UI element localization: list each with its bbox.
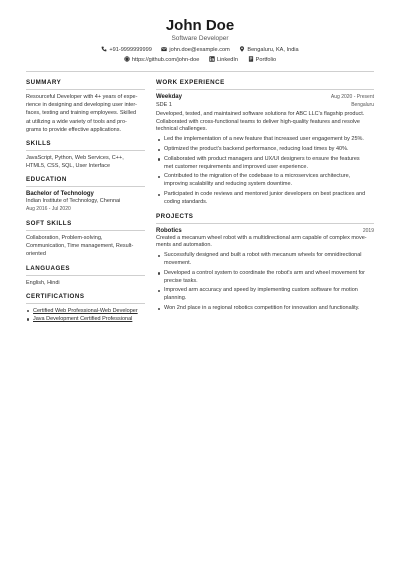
certifications-heading: CERTIFICATIONS [26, 291, 145, 304]
location-text: Bengaluru, KA, India [247, 47, 299, 53]
certifications-list [26, 307, 145, 324]
experience-entry [156, 93, 374, 207]
bullet-line: precise tasks. [164, 277, 198, 284]
portfolio-icon [248, 56, 254, 62]
bullet-line: Won 2nd place in a regional robotics competition for innovation and functionality. [164, 304, 360, 311]
experience-bullet [156, 146, 374, 154]
bullet-line: Improved arm accuracy and speed by implementing custom software for motion [164, 287, 358, 294]
summary-line: at utilizing a wide variety of tools and pro- [26, 118, 127, 125]
summary-line: faces, testing and training employees. Skilled [26, 110, 137, 117]
certification-item[interactable]: Java Development Certified Professional [26, 315, 145, 324]
bullet-line: Developed a control system to coordinate the robot's arm and wheel movement for [164, 269, 365, 276]
header-divider [26, 71, 374, 72]
school-name: Indian Institute of Technology, Chennai [26, 198, 121, 205]
summary-line: Resourceful Developer with 4+ years of expe- [26, 94, 138, 100]
degree-name: Bachelor of Technology [26, 191, 94, 198]
project-year: 2019 [362, 227, 374, 234]
bullet-line: Participated in code reviews and mentored junior developers on best practices and [164, 190, 366, 197]
experience-location: Bengaluru [351, 102, 374, 108]
experience-bullet [156, 156, 374, 172]
summary-line: rience in designing and developing user inter- [26, 102, 137, 109]
education-dates: Aug 2016 - Jul 2020 [26, 206, 71, 213]
left-column [26, 77, 145, 324]
soft-skills-line: oriented [26, 251, 46, 258]
project-bullets [156, 252, 374, 313]
skills-line: HTML5, CSS, SQL, User Interface [26, 163, 111, 170]
languages-heading: LANGUAGES [26, 263, 145, 276]
soft-skills-text [26, 234, 145, 259]
experience-summary-line: Developed, tested, and maintained software solutions for ABC LLC's flagship product. [156, 110, 365, 117]
linkedin-link[interactable] [209, 56, 238, 64]
experience-header [156, 93, 374, 101]
project-name: Robotics [156, 227, 182, 234]
bullet-line: coding standards. [164, 198, 208, 205]
experience-subheader [156, 101, 374, 110]
project-summary-line: ments and automation. [156, 242, 212, 249]
contact-row-primary [0, 46, 400, 54]
experience-bullet [156, 136, 374, 144]
bullet-line: Contributed to the migration of the codebase to a microservices architecture, [164, 173, 351, 180]
experience-bullets [156, 136, 374, 206]
email-text: john.doe@example.com [169, 47, 230, 53]
project-bullet [156, 270, 374, 286]
soft-skills-heading: SOFT SKILLS [26, 218, 145, 231]
project-summary [156, 235, 374, 251]
bullet-line: met customer requirements and improved user experience. [164, 163, 308, 170]
project-summary-line: Created a mecanum wheel robot with a multidirectional arm capable of complex move- [156, 234, 367, 241]
soft-skills-line: Collaboration, Problem-solving, [26, 235, 103, 242]
experience-dates: Aug 2020 - Present [330, 94, 374, 100]
project-header [156, 227, 374, 235]
education-entry [26, 190, 145, 214]
soft-skills-line: Communication, Time management, Result- [26, 243, 134, 250]
bullet-line: Led the implementation of a new feature that increased user engagement by 25%. [164, 136, 364, 143]
phone-contact[interactable] [101, 46, 151, 54]
experience-summary-line: technical challenges. [156, 126, 208, 133]
skills-text [26, 154, 145, 170]
email-contact[interactable] [161, 46, 229, 54]
summary-heading: SUMMARY [26, 77, 145, 90]
company-name: Weekday [156, 94, 182, 100]
location-contact [239, 46, 298, 54]
candidate-role: Software Developer [171, 35, 229, 42]
github-text: https://github.com/john-doe [131, 57, 200, 63]
project-bullet [156, 252, 374, 268]
linkedin-icon [209, 56, 215, 62]
experience-summary-line: Collaborated with cross-functional teams to deliver high-quality features and resolve [156, 118, 360, 125]
education-heading: EDUCATION [26, 174, 145, 187]
experience-summary [156, 111, 374, 134]
github-link[interactable] [124, 56, 199, 64]
summary-text [26, 93, 145, 134]
contact-row-links [0, 56, 400, 64]
right-column [156, 77, 374, 315]
email-icon [161, 46, 167, 52]
skills-line: JavaScript, Python, Web Services, C++, [26, 155, 124, 162]
bullet-line: improving scalability and reducing system downtime. [164, 181, 293, 188]
project-entry [156, 227, 374, 313]
bullet-line: Collaborated with product managers and UX/UI designers to ensure the features [164, 155, 360, 162]
bullet-line: Successfully designed and built a robot with mecanum wheels for omnidirectional [164, 252, 362, 259]
certification-item[interactable]: Certified Web Professional-Web Developer [26, 307, 145, 316]
phone-icon [101, 46, 107, 52]
phone-text: +91-9999999999 [109, 47, 152, 53]
project-bullet [156, 305, 374, 313]
portfolio-link[interactable] [248, 56, 277, 64]
location-pin-icon [239, 46, 245, 52]
experience-bullet [156, 191, 374, 207]
candidate-name: John Doe [165, 17, 235, 34]
skills-heading: SKILLS [26, 138, 145, 151]
linkedin-text: LinkedIn [216, 57, 239, 63]
summary-line: grams to provide effective applications. [26, 126, 121, 133]
position-title: SDE 1 [156, 102, 172, 108]
bullet-line: Optimized the product's backend performance, reducing load times by 40%. [164, 145, 349, 152]
projects-heading: PROJECTS [156, 211, 374, 224]
portfolio-text: Portfolio [255, 57, 277, 63]
work-experience-heading: WORK EXPERIENCE [156, 77, 374, 90]
bullet-line: planning. [164, 295, 187, 302]
languages-text: English, Hindi [26, 279, 60, 286]
experience-bullet [156, 173, 374, 189]
bullet-line: movement. [164, 259, 192, 266]
github-icon [124, 56, 130, 62]
project-bullet [156, 287, 374, 303]
